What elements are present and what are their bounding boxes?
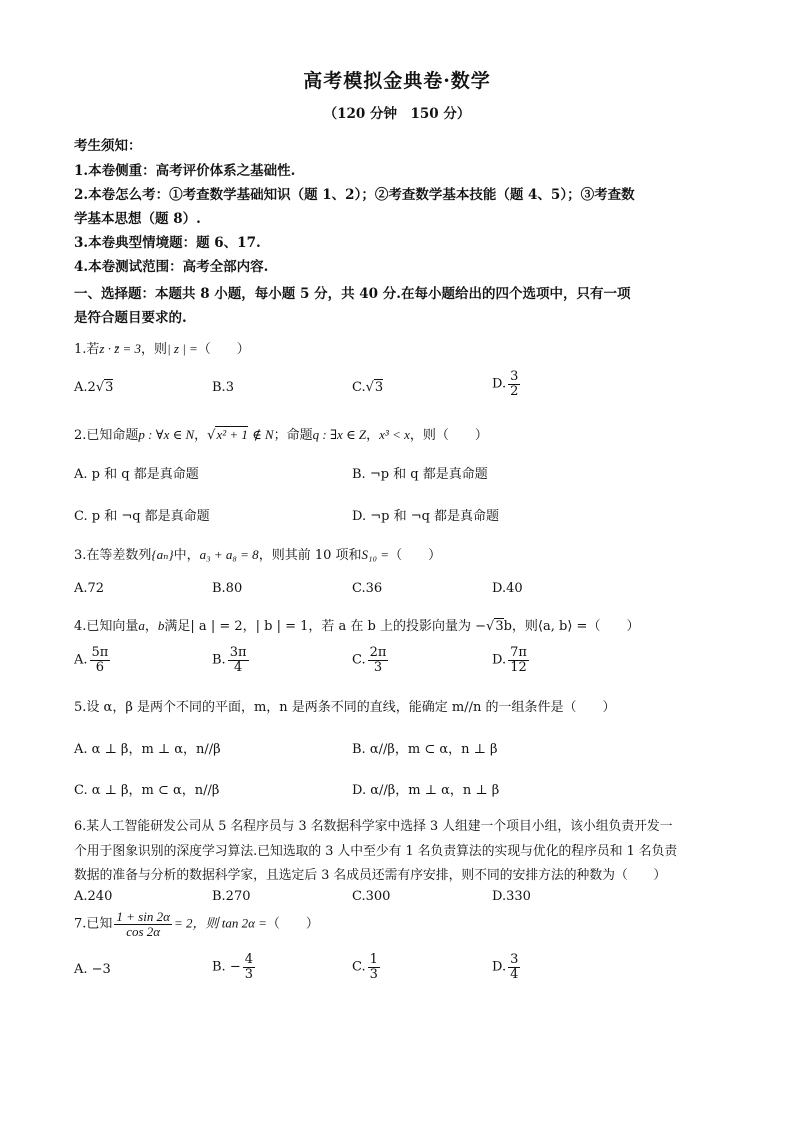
question-7-option-c[interactable]: C. $\frac{1}{3}$ <box>352 952 378 982</box>
question-1-option-c[interactable]: C.√3 <box>352 380 384 395</box>
question-1-option-a[interactable]: A.2√3 <box>74 380 114 395</box>
question-4-option-b[interactable]: B. $\frac{3\pi}{4}$ <box>212 645 247 675</box>
section-heading-line-1: 一、选择题：本题共 8 小题，每小题 5 分，共 40 分.在每小题给出的四个选项中，只有一项 <box>74 286 631 302</box>
notice-heading: 考生须知： <box>74 138 142 154</box>
question-2-option-a[interactable]: A. p 和 q 都是真命题 <box>74 467 199 482</box>
notice-line-3: 3.本卷典型情境题：题 6、17. <box>74 235 261 251</box>
question-2-option-b[interactable]: B. ¬p 和 q 都是真命题 <box>352 467 488 482</box>
question-6-line-1: 6.某人工智能研发公司从 5 名程序员与 3 名数据科学家中选择 3 人组建一个项目小组，该小组负责开发一 <box>74 819 673 834</box>
question-3-option-c[interactable]: C.36 <box>352 581 383 596</box>
question-3-option-d[interactable]: D.40 <box>492 581 523 596</box>
question-5-option-a[interactable]: A. α ⊥ β，m ⊥ α，n//β <box>74 742 221 757</box>
question-7-option-a[interactable]: A. −3 <box>74 962 111 977</box>
notice-line-2a: 2.本卷怎么考：①考查数学基础知识（题 1、2）；②考查数学基本技能（题 4、5）；③考查数 <box>74 187 635 203</box>
page-title: 高考模拟金典卷·数学 <box>303 70 491 92</box>
question-4-stem: 4.已知向量a，b满足| a | = 2，| b | = 1，若 a 在 b 上的投影向量为 −√3b，则⟨a, b⟩ =（ ） <box>74 618 640 634</box>
question-7-option-d[interactable]: D. $\frac{3}{4}$ <box>492 952 519 982</box>
notice-line-1: 1.本卷侧重：高考评价体系之基础性. <box>74 163 296 179</box>
question-4-option-c[interactable]: C. $\frac{2\pi}{3}$ <box>352 645 387 675</box>
page-subtitle: （120 分钟 150 分） <box>323 106 471 122</box>
question-6-line-2: 个用于图象识别的深度学习算法.已知选取的 3 人中至少有 1 名负责算法的实现与优化的程序员和 1 名负责 <box>74 844 678 859</box>
question-5-option-b[interactable]: B. α//β，m ⊂ α，n ⊥ β <box>352 742 498 757</box>
question-3-stem: 3.在等差数列{aₙ}中，a₃ + a₈ = 8，则其前 10 项和S₁₀ =（ ） <box>74 547 442 563</box>
question-7-stem: 7.已知 $\frac{1 + \sin 2\alpha}{\cos 2\alpha}$ = 2，则 tan 2α =（ ） <box>74 909 319 939</box>
question-1-option-b[interactable]: B.3 <box>212 380 234 395</box>
question-5-option-d[interactable]: D. α//β，m ⊥ α，n ⊥ β <box>352 783 500 798</box>
question-6-line-3: 数据的准备与分析的数据科学家，且选定后 3 名成员还需有序安排，则不同的安排方法的种数为（ ） <box>74 868 667 883</box>
question-5-option-c[interactable]: C. α ⊥ β，m ⊂ α，n//β <box>74 783 220 798</box>
question-2-option-c[interactable]: C. p 和 ¬q 都是真命题 <box>74 509 210 524</box>
question-7-option-b[interactable]: B. − $\frac{4}{3}$ <box>212 952 253 982</box>
question-6-option-d[interactable]: D.330 <box>492 889 531 904</box>
notice-line-2b: 学基本思想（题 8）. <box>74 211 201 227</box>
notice-line-4: 4.本卷测试范围：高考全部内容. <box>74 259 269 275</box>
question-2-option-d[interactable]: D. ¬p 和 ¬q 都是真命题 <box>352 509 500 524</box>
question-4-option-d[interactable]: D. $\frac{7\pi}{12}$ <box>492 645 527 675</box>
section-heading-line-2: 是符合题目要求的. <box>74 310 187 326</box>
question-1-option-d[interactable]: D. $\frac{3}{2}$ <box>492 369 519 399</box>
question-5-stem: 5.设 α，β 是两个不同的平面，m，n 是两条不同的直线，能确定 m//n 的一组条件是（ ） <box>74 700 616 715</box>
question-3-option-b[interactable]: B.80 <box>212 581 243 596</box>
question-3-option-a[interactable]: A.72 <box>74 581 105 596</box>
question-1-stem: 1.若z · z̄ = 3，则| z | =（ ） <box>74 341 250 357</box>
question-2-stem: 2.已知命题p : ∀x ∈ N，√x² + 1 ∉ N；命题q : ∃x ∈ Z，x³ < x，则（ ） <box>74 427 488 443</box>
question-6-option-a[interactable]: A.240 <box>74 889 113 904</box>
question-6-option-b[interactable]: B.270 <box>212 889 251 904</box>
question-4-option-a[interactable]: A. $\frac{5\pi}{6}$ <box>74 645 109 675</box>
question-6-option-c[interactable]: C.300 <box>352 889 391 904</box>
